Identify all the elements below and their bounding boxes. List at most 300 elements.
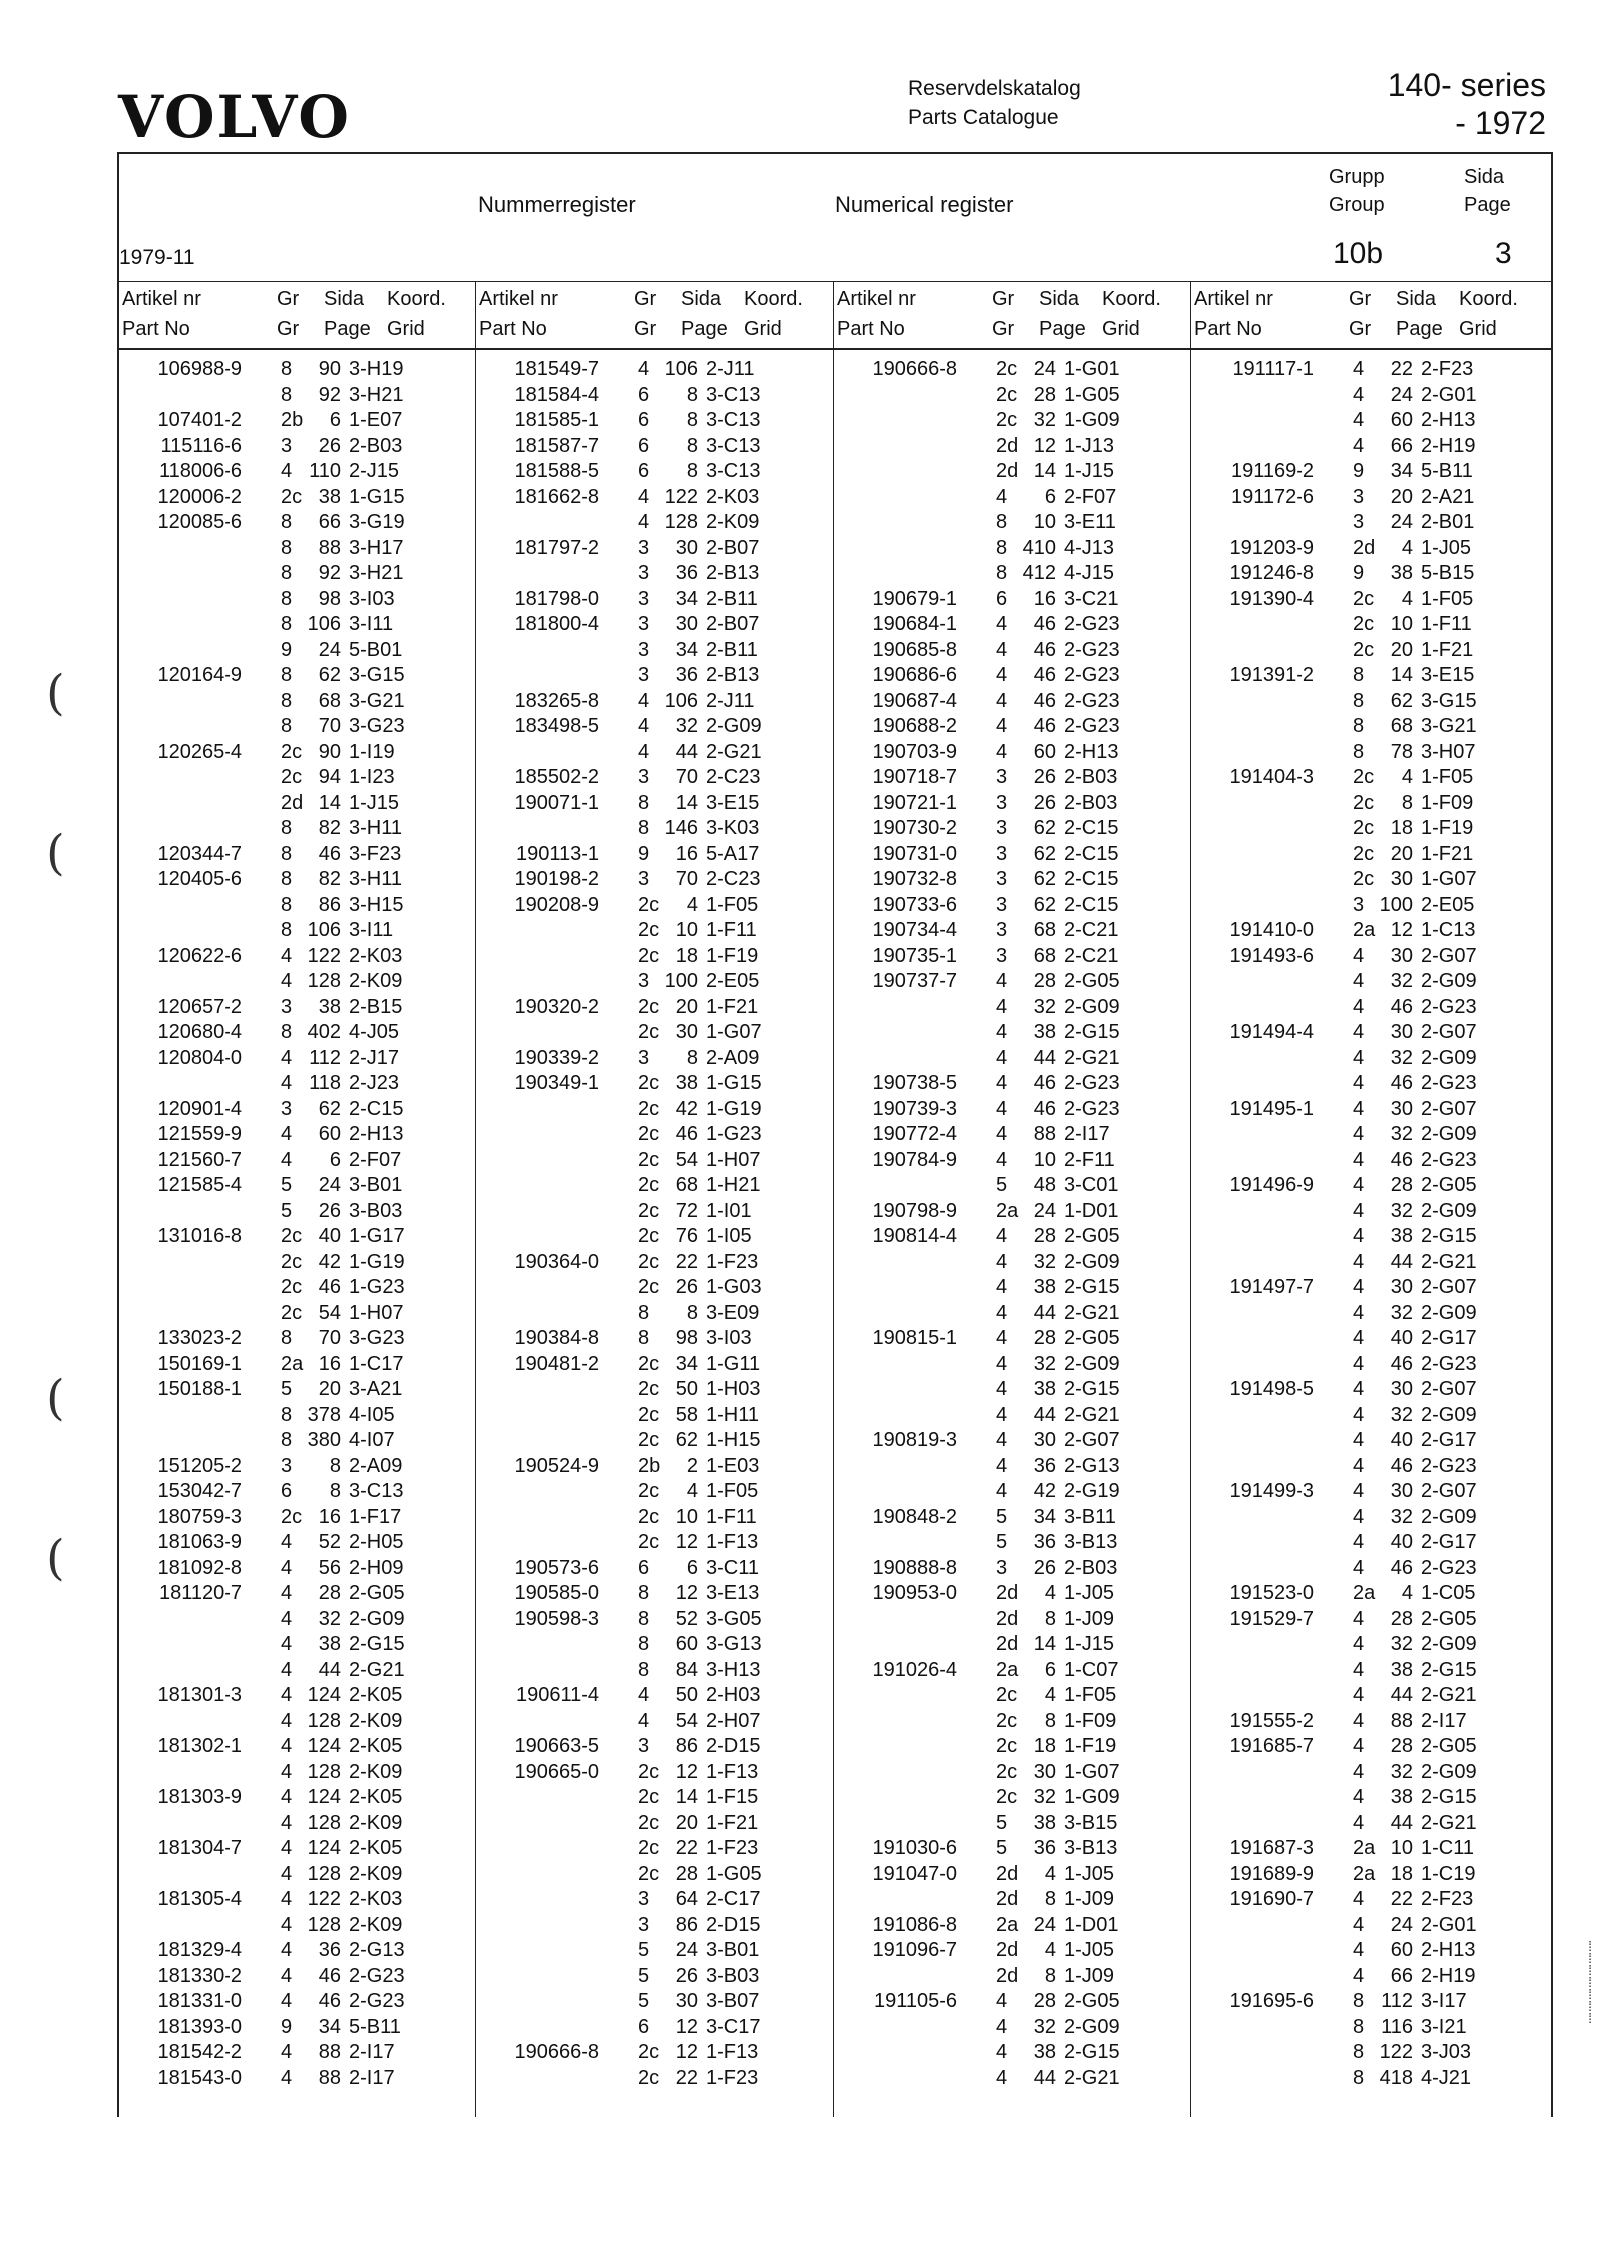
- part-number: 131016-8: [157, 1225, 242, 1247]
- group-cell: 4: [996, 1072, 1008, 1094]
- part-number: 190888-8: [872, 1556, 957, 1579]
- punch-hole-mark: (: [46, 825, 65, 881]
- table-row: [1191, 1505, 1549, 1531]
- table-row: [834, 1224, 1192, 1250]
- table-row: [119, 995, 477, 1021]
- page-cell: 46: [1390, 1454, 1413, 1477]
- grid-cell: 2-C21: [1064, 944, 1119, 967]
- group-cell: 8: [638, 1582, 650, 1604]
- part-number: 150169-1: [157, 1352, 242, 1375]
- table-row: [1191, 2040, 1549, 2066]
- grid-cell: 2-E05: [1421, 893, 1475, 916]
- grid-cell: 5-B01: [349, 638, 403, 661]
- table-row: [476, 1199, 834, 1225]
- grid-cell: 2-B13: [706, 562, 760, 584]
- table-row: [476, 1454, 834, 1480]
- grid-cell: 1-H03: [706, 1378, 761, 1400]
- group-cell: 4: [1353, 1123, 1365, 1145]
- table-row: [834, 714, 1192, 740]
- group-cell: 8: [281, 383, 293, 406]
- page-cell: 34: [318, 2015, 341, 2038]
- grid-cell: 5-B11: [1421, 460, 1473, 482]
- group-cell: 8: [1353, 715, 1365, 737]
- page-cell: 24: [318, 638, 341, 661]
- grid-cell: 4-J05: [349, 1021, 400, 1043]
- page-cell: 106: [307, 613, 341, 635]
- table-row: [1191, 357, 1549, 383]
- table-row: [476, 1607, 834, 1633]
- page-cell: 128: [307, 1709, 341, 1732]
- group-cell: 4: [281, 1913, 293, 1936]
- table-row: [476, 689, 834, 715]
- register-column: [833, 349, 1192, 2117]
- page-cell: 6: [1044, 1658, 1056, 1681]
- group-cell: 4: [996, 2041, 1008, 2063]
- table-row: [834, 1862, 1192, 1888]
- group-cell: 2c: [281, 1276, 303, 1298]
- page-cell: 32: [1390, 1760, 1413, 1783]
- part-number: 190739-3: [872, 1097, 957, 1120]
- grid-cell: 2-G07: [1421, 1021, 1477, 1043]
- table-row: [119, 1454, 477, 1480]
- group-cell: 4: [1353, 1633, 1365, 1655]
- header-grid-sv: Koord.: [1102, 288, 1161, 310]
- page-cell: 32: [1033, 1786, 1056, 1808]
- table-row: [834, 1020, 1192, 1046]
- grid-cell: 1-C05: [1421, 1582, 1476, 1604]
- register-column: [119, 349, 477, 2117]
- table-row: [1191, 1020, 1549, 1046]
- table-row: [834, 1581, 1192, 1607]
- group-cell: 4: [1353, 1556, 1365, 1579]
- page-cell: 68: [318, 689, 341, 712]
- table-row: [119, 918, 477, 944]
- grid-cell: 2-K05: [349, 1786, 403, 1808]
- table-row: [119, 1479, 477, 1505]
- part-number: 120901-4: [157, 1097, 242, 1120]
- group-cell: 4: [638, 511, 650, 533]
- page-cell: 76: [675, 1225, 698, 1247]
- grid-cell: 2-G09: [1421, 1123, 1477, 1145]
- part-number: 191555-2: [1229, 1709, 1314, 1732]
- grid-cell: 1-F19: [706, 944, 759, 967]
- group-cell: 2c: [638, 919, 660, 941]
- group-cell: 3: [638, 536, 650, 559]
- grid-cell: 3-I21: [1421, 2015, 1467, 2038]
- table-row: [1191, 1709, 1549, 1735]
- group-cell: 4: [281, 2066, 293, 2089]
- grid-cell: 2-G21: [1421, 1811, 1477, 1834]
- group-cell: 4: [996, 740, 1008, 763]
- group-cell: 4: [1353, 1046, 1365, 1069]
- page-cell: 8: [1044, 1709, 1056, 1732]
- grid-cell: 1-G05: [1064, 383, 1120, 406]
- table-row: [1191, 587, 1549, 613]
- grid-cell: 2-K05: [349, 1684, 403, 1706]
- group-cell: 4: [1353, 1888, 1365, 1910]
- grid-cell: 2-G23: [1064, 638, 1120, 661]
- group-cell: 4: [1353, 1352, 1365, 1375]
- group-cell: 4: [1353, 1301, 1365, 1324]
- grid-cell: 2-G21: [1421, 1250, 1477, 1273]
- grid-cell: 1-G05: [706, 1862, 762, 1885]
- page-cell: 30: [675, 536, 698, 559]
- page-cell: 26: [318, 434, 341, 457]
- page-cell: 10: [1390, 613, 1413, 635]
- group-cell: 3: [996, 868, 1008, 890]
- grid-cell: 2-K05: [349, 1735, 403, 1757]
- register-column: [1190, 349, 1549, 2117]
- page-cell: 10: [675, 1505, 698, 1528]
- table-row: [119, 765, 477, 791]
- page-cell: 28: [1033, 1990, 1056, 2012]
- page-cell: 44: [1390, 1250, 1413, 1273]
- table-row: [476, 1556, 834, 1582]
- header-page-en: Page: [324, 318, 371, 340]
- page-cell: 22: [675, 2066, 698, 2089]
- grid-cell: 2-G21: [1064, 1403, 1120, 1426]
- grid-cell: 2-G23: [1064, 715, 1120, 737]
- page-cell: 38: [1033, 1811, 1056, 1834]
- part-number: 183265-8: [514, 689, 599, 712]
- table-row: [476, 1505, 834, 1531]
- group-cell: 4: [996, 1301, 1008, 1324]
- grid-cell: 2-H13: [1421, 409, 1476, 431]
- group-cell: 4: [996, 995, 1008, 1018]
- grid-cell: 2-G21: [1421, 1684, 1477, 1706]
- part-number: 120657-2: [157, 995, 242, 1018]
- grid-cell: 1-G19: [349, 1250, 405, 1273]
- page-cell: 36: [1033, 1531, 1056, 1553]
- grid-cell: 2-G09: [1421, 1633, 1477, 1655]
- part-number: 190320-2: [514, 995, 599, 1018]
- page-cell: 46: [1033, 689, 1056, 712]
- grid-cell: 2-J17: [349, 1046, 400, 1069]
- part-number: 181662-8: [514, 485, 599, 508]
- group-cell: 5: [281, 1199, 293, 1222]
- page-cell: 28: [675, 1862, 698, 1885]
- table-row: [476, 1428, 834, 1454]
- table-row: [1191, 485, 1549, 511]
- grid-cell: 2-B01: [1421, 511, 1475, 533]
- page-cell: 30: [1390, 868, 1413, 890]
- page-cell: 14: [675, 1786, 698, 1808]
- part-number: 190663-5: [514, 1735, 599, 1757]
- page-cell: 44: [1390, 1811, 1413, 1834]
- table-row: [476, 2066, 834, 2092]
- page-cell: 66: [1390, 1964, 1413, 1987]
- page-cell: 44: [318, 1658, 341, 1681]
- part-number: 190573-6: [514, 1556, 599, 1579]
- group-cell: 6: [638, 460, 650, 482]
- page-cell: 46: [1390, 995, 1413, 1018]
- page-cell: 62: [318, 664, 341, 686]
- grid-cell: 1-F21: [1421, 842, 1474, 865]
- group-cell: 8: [281, 817, 293, 839]
- group-cell: 6: [638, 409, 650, 431]
- page-cell: 44: [1390, 1684, 1413, 1706]
- table-row: [834, 969, 1192, 995]
- table-row: [476, 1581, 834, 1607]
- grid-cell: 2-G23: [1421, 1454, 1477, 1477]
- table-row: [834, 357, 1192, 383]
- group-cell: 2d: [996, 1607, 1019, 1630]
- page-cell: 122: [664, 485, 698, 508]
- page-cell: 58: [675, 1403, 698, 1426]
- grid-cell: 2-J11: [706, 689, 755, 712]
- part-number: 120804-0: [157, 1046, 242, 1069]
- page-cell: 4: [1401, 766, 1413, 788]
- group-cell: 2a: [1353, 1582, 1376, 1604]
- page-cell: 88: [318, 2066, 341, 2089]
- part-number: 120405-6: [157, 868, 242, 890]
- grid-cell: 3-I11: [349, 919, 394, 941]
- page-cell: 100: [1379, 893, 1413, 916]
- grid-cell: 5-A17: [706, 842, 760, 865]
- part-number: 181542-2: [157, 2041, 242, 2063]
- page-cell: 36: [1033, 1837, 1056, 1859]
- table-row: [834, 561, 1192, 587]
- table-row: [476, 383, 834, 409]
- table-row: [119, 1964, 477, 1990]
- group-cell: 4: [1353, 1403, 1365, 1426]
- group-cell: 3: [996, 919, 1008, 941]
- group-cell: 2c: [1353, 868, 1375, 890]
- part-number: 185502-2: [514, 766, 599, 788]
- part-number: 181543-0: [157, 2066, 242, 2089]
- table-row: [1191, 1148, 1549, 1174]
- part-number: 191496-9: [1229, 1174, 1314, 1196]
- series-year: - 1972: [1455, 105, 1546, 141]
- table-row: [119, 561, 477, 587]
- part-number: 181329-4: [157, 1939, 242, 1961]
- group-cell: 2c: [281, 1225, 303, 1247]
- header-part-no-sv: Artikel nr: [1194, 288, 1273, 310]
- group-cell: 4: [1353, 1199, 1365, 1222]
- page-cell: 4: [1401, 536, 1413, 559]
- punch-hole-mark: (: [46, 1370, 65, 1426]
- group-cell: 2c: [638, 893, 660, 916]
- part-number: 191105-6: [873, 1990, 957, 2012]
- page-cell: 378: [307, 1403, 341, 1426]
- table-row: [476, 459, 834, 485]
- group-cell: 4: [1353, 1760, 1365, 1783]
- table-row: [1191, 1301, 1549, 1327]
- group-cell: 3: [638, 1888, 650, 1910]
- group-cell: 4: [996, 2015, 1008, 2038]
- grid-cell: 2-B07: [706, 613, 760, 635]
- grid-cell: 2-G15: [349, 1633, 405, 1655]
- page-cell: 14: [675, 791, 698, 814]
- part-number: 190684-1: [872, 613, 957, 635]
- table-row: [476, 1887, 834, 1913]
- group-cell: 4: [281, 2041, 293, 2063]
- page-cell: 66: [318, 511, 341, 533]
- table-row: [834, 765, 1192, 791]
- register-column: [475, 349, 834, 2117]
- grid-cell: 1-C11: [1421, 1837, 1474, 1859]
- table-row: [119, 1505, 477, 1531]
- part-number: 191026-4: [872, 1658, 957, 1681]
- table-row: [119, 2015, 477, 2041]
- page-cell: 70: [318, 1327, 341, 1349]
- part-number: 190798-9: [872, 1199, 957, 1222]
- group-cell: 8: [1353, 2015, 1365, 2038]
- table-row: [1191, 1964, 1549, 1990]
- table-row: [1191, 612, 1549, 638]
- grid-cell: 1-J13: [1064, 434, 1115, 457]
- group-cell: 5: [996, 1505, 1008, 1528]
- part-number: 107401-2: [157, 409, 242, 431]
- part-number: 190734-4: [872, 919, 957, 941]
- grid-cell: 2-G15: [1421, 1658, 1477, 1681]
- grid-cell: 2-C15: [349, 1097, 404, 1120]
- page-cell: 16: [675, 842, 698, 865]
- group-cell: 3: [996, 842, 1008, 865]
- grid-cell: 3-E09: [706, 1301, 760, 1324]
- table-row: [476, 1683, 834, 1709]
- part-number: 181304-7: [157, 1837, 242, 1859]
- group-cell: 2c: [996, 1786, 1018, 1808]
- page-cell: 46: [318, 1990, 341, 2012]
- page-cell: 6: [1044, 485, 1056, 508]
- group-cell: 4: [1353, 1786, 1365, 1808]
- page-cell: 46: [1033, 638, 1056, 661]
- group-cell: 5: [996, 1531, 1008, 1553]
- page-cell: 34: [1390, 460, 1413, 482]
- page-cell: 28: [1390, 1735, 1413, 1757]
- page-cell: 128: [307, 1862, 341, 1885]
- table-row: [1191, 408, 1549, 434]
- table-row: [834, 791, 1192, 817]
- page-cell: 30: [1390, 1021, 1413, 1043]
- group-cell: 4: [996, 664, 1008, 686]
- table-row: [834, 1836, 1192, 1862]
- table-row: [834, 434, 1192, 460]
- part-number: 181305-4: [157, 1888, 242, 1910]
- page-cell: 60: [675, 1633, 698, 1655]
- table-row: [834, 1250, 1192, 1276]
- grid-cell: 2-F23: [1421, 1888, 1474, 1910]
- page-cell: 146: [664, 817, 698, 839]
- grid-cell: 3-B03: [349, 1199, 403, 1222]
- page-cell: 32: [1390, 1123, 1413, 1145]
- page-cell: 16: [318, 1352, 341, 1375]
- table-row: [119, 740, 477, 766]
- page-cell: 118: [309, 1072, 341, 1094]
- group-cell: 8: [281, 1327, 293, 1349]
- table-row: [119, 383, 477, 409]
- group-cell: 4: [1353, 1735, 1365, 1757]
- table-row: [476, 1938, 834, 1964]
- numerical-register-table: [119, 349, 1551, 2117]
- group-cell: 4: [996, 613, 1008, 635]
- page-cell: 16: [318, 1505, 341, 1528]
- table-row: [1191, 893, 1549, 919]
- group-cell: 2c: [638, 2041, 660, 2063]
- table-row: [834, 1275, 1192, 1301]
- part-number: 191529-7: [1229, 1607, 1314, 1630]
- grid-cell: 2-A09: [706, 1046, 760, 1069]
- page-cell: 30: [1390, 944, 1413, 967]
- grid-cell: 3-G05: [706, 1607, 762, 1630]
- group-cell: 2c: [638, 1403, 660, 1426]
- page-cell: 418: [1379, 2066, 1413, 2089]
- part-number: 191030-6: [872, 1837, 957, 1859]
- grid-cell: 1-F15: [706, 1786, 759, 1808]
- grid-cell: 2-G19: [1064, 1480, 1120, 1502]
- table-row: [834, 2015, 1192, 2041]
- grid-cell: 2-B11: [706, 587, 758, 610]
- part-number: 190349-1: [514, 1072, 599, 1094]
- group-cell: 8: [638, 1327, 650, 1349]
- catalog-title-sv: Reservdelskatalog: [908, 77, 1081, 100]
- table-row: [476, 1632, 834, 1658]
- grid-cell: 1-H21: [706, 1174, 761, 1196]
- grid-cell: 1-C07: [1064, 1658, 1119, 1681]
- grid-cell: 1-F09: [1064, 1709, 1117, 1732]
- group-cell: 3: [281, 995, 293, 1018]
- part-number: 190772-4: [872, 1123, 957, 1145]
- page-cell: 128: [307, 970, 341, 992]
- group-cell: 2c: [996, 383, 1018, 406]
- grid-cell: 1-J15: [1064, 1633, 1115, 1655]
- group-cell: 3: [1353, 511, 1365, 533]
- grid-cell: 3-B01: [706, 1939, 760, 1961]
- group-cell: 3: [996, 1556, 1008, 1579]
- table-row: [476, 1046, 834, 1072]
- part-number: 150188-1: [157, 1378, 242, 1400]
- page-cell: 52: [675, 1607, 698, 1630]
- part-number: 191499-3: [1229, 1480, 1314, 1502]
- grid-cell: 3-G15: [349, 664, 405, 686]
- group-cell: 8: [638, 817, 650, 839]
- table-row: [476, 1148, 834, 1174]
- group-cell: 8: [638, 1658, 650, 1681]
- part-number: 190784-9: [872, 1148, 957, 1171]
- grid-cell: 2-G09: [1421, 1403, 1477, 1426]
- page-cell: 22: [675, 1250, 698, 1273]
- part-number: 190721-1: [872, 791, 957, 814]
- group-cell: 4: [281, 1990, 293, 2012]
- group-cell: 3: [996, 893, 1008, 916]
- table-row: [119, 1250, 477, 1276]
- table-row: [834, 1173, 1192, 1199]
- part-number: 191410-0: [1229, 919, 1314, 941]
- grid-cell: 2-B03: [349, 434, 403, 457]
- group-cell: 4: [996, 1403, 1008, 1426]
- header-part-no-sv: Artikel nr: [837, 288, 916, 310]
- grid-cell: 1-G19: [706, 1097, 762, 1120]
- page-cell: 128: [307, 1913, 341, 1936]
- table-row: [834, 1326, 1192, 1352]
- group-cell: 8: [281, 587, 293, 610]
- grid-cell: 2-G23: [1064, 1072, 1120, 1094]
- grid-cell: 1-F05: [1421, 766, 1474, 788]
- grid-cell: 3-H19: [349, 358, 404, 380]
- grid-cell: 1-F19: [1421, 817, 1474, 839]
- grid-cell: 2-G23: [1064, 613, 1120, 635]
- grid-cell: 1-F13: [706, 1531, 759, 1553]
- group-cell: 4: [281, 1658, 293, 1681]
- page-cell: 14: [1033, 1633, 1056, 1655]
- grid-cell: 1-H07: [349, 1301, 404, 1324]
- group-cell: 5: [996, 1811, 1008, 1834]
- part-number: 181393-0: [157, 2015, 242, 2038]
- group-cell: 2d: [996, 1964, 1019, 1987]
- part-number: 191047-0: [872, 1862, 957, 1885]
- header-page-sv: Sida: [1396, 288, 1437, 310]
